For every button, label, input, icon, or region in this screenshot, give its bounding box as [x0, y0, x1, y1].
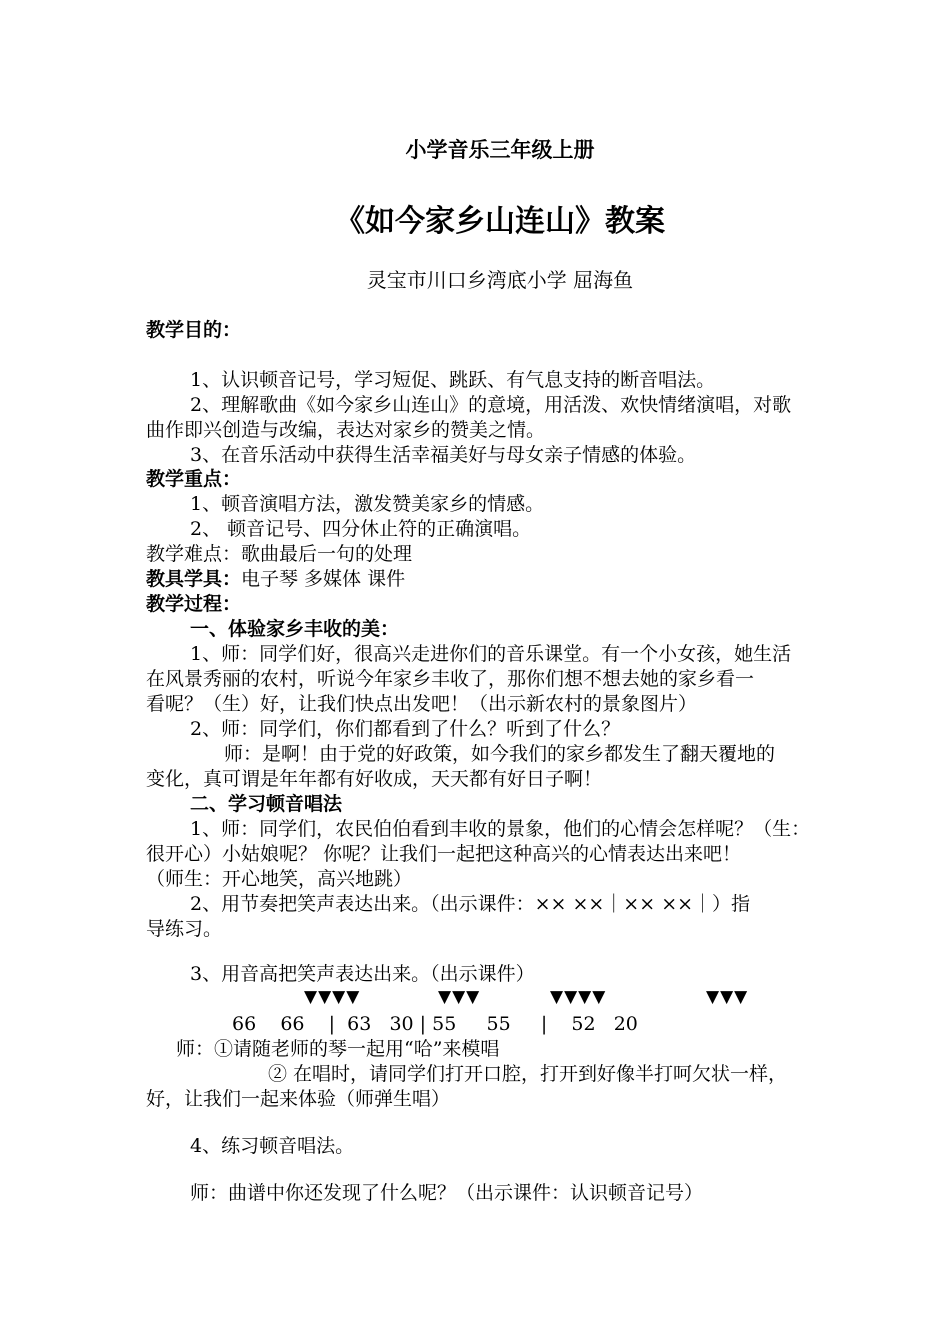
staccato-mark-group: ▼▼▼▼: [550, 987, 607, 1007]
staccato-mark-group: ▼▼▼▼: [304, 987, 361, 1007]
section1-line: 1、师：同学们好，很高兴走进你们的音乐课堂。有一个小女孩，她生活: [190, 643, 792, 665]
section1-line: 变化，真可谓是年年都有好收成，天天都有好日子啊！: [146, 768, 603, 790]
tools-value: 电子琴 多媒体 课件: [241, 568, 406, 590]
objective-line: 1、认识顿音记号，学习短促、跳跃、有气息支持的断音唱法。: [190, 369, 716, 391]
section2-line: （师生：开心地笑，高兴地跳）: [146, 868, 413, 890]
section1-line: 2、师：同学们，你们都看到了什么？听到了什么？: [190, 718, 621, 740]
document-author: 灵宝市川口乡湾底小学 屈海鱼: [366, 268, 634, 292]
section2-title: 二、学习顿音唱法: [190, 793, 343, 815]
section1-line: 师：是啊！由于党的好政策，如今我们的家乡都发生了翻天覆地的: [224, 743, 776, 765]
staccato-mark-group: ▼▼▼: [438, 987, 481, 1007]
objective-line: 曲作即兴创造与改编，表达对家乡的赞美之情。: [146, 419, 546, 441]
objectives-heading: 教学目的：: [146, 319, 242, 341]
section2-line: 3、用音高把笑声表达出来。（出示课件）: [190, 963, 535, 985]
document-subtitle: 小学音乐三年级上册: [405, 138, 595, 162]
objective-line: 3、在音乐活动中获得生活幸福美好与母女亲子情感的体验。: [190, 444, 697, 466]
difficulty-line: 教学难点：歌曲最后一句的处理: [146, 543, 413, 565]
key-point-line: 2、 顿音记号、四分休止符的正确演唱。: [190, 518, 532, 540]
section2-line: 师：曲谱中你还发现了什么呢？（出示课件：认识顿音记号）: [190, 1182, 704, 1204]
document-title: 《如今家乡山连山》教案: [335, 204, 665, 239]
section2-line: 好，让我们一起来体验（师弹生唱）: [146, 1088, 451, 1110]
key-points-heading: 教学重点：: [146, 468, 242, 490]
process-heading: 教学过程：: [146, 593, 242, 615]
section2-line: 2、用节奏把笑声表达出来。（出示课件：×× ××｜×× ××｜）指: [190, 893, 751, 915]
section1-line: 在风景秀丽的农村，听说今年家乡丰收了，那你们想不想去她的家乡看一: [146, 668, 755, 690]
section2-line: 1、师：同学们，农民伯伯看到丰收的景象，他们的心情会怎样呢？（生：: [190, 818, 811, 840]
section1-line: 看呢？（生）好，让我们快点出发吧！（出示新农村的景象图片）: [146, 693, 698, 715]
staccato-mark-group: ▼▼▼: [706, 987, 749, 1007]
notation-line: 66 66 | 63 30 | 55 55 | 52 20: [232, 1013, 638, 1035]
key-point-line: 1、顿音演唱方法，激发赞美家乡的情感。: [190, 493, 545, 515]
tools-label: 教具学具：: [146, 568, 242, 590]
section2-line: 4、练习顿音唱法。: [190, 1135, 355, 1157]
section2-line: 导练习。: [146, 918, 223, 940]
section2-line: ② 在唱时，请同学们打开口腔，打开到好像半打呵欠状一样，: [268, 1063, 788, 1085]
section2-line: 很开心）小姑娘呢？ 你呢？让我们一起把这种高兴的心情表达出来吧！: [146, 843, 742, 865]
section2-line: 师：①请随老师的琴一起用“哈”来模唱: [176, 1038, 500, 1060]
section1-title: 一、体验家乡丰收的美：: [190, 618, 400, 640]
tools-line: [146, 567, 866, 592]
objective-line: 2、理解歌曲《如今家乡山连山》的意境，用活泼、欢快情绪演唱，对歌: [190, 394, 792, 416]
